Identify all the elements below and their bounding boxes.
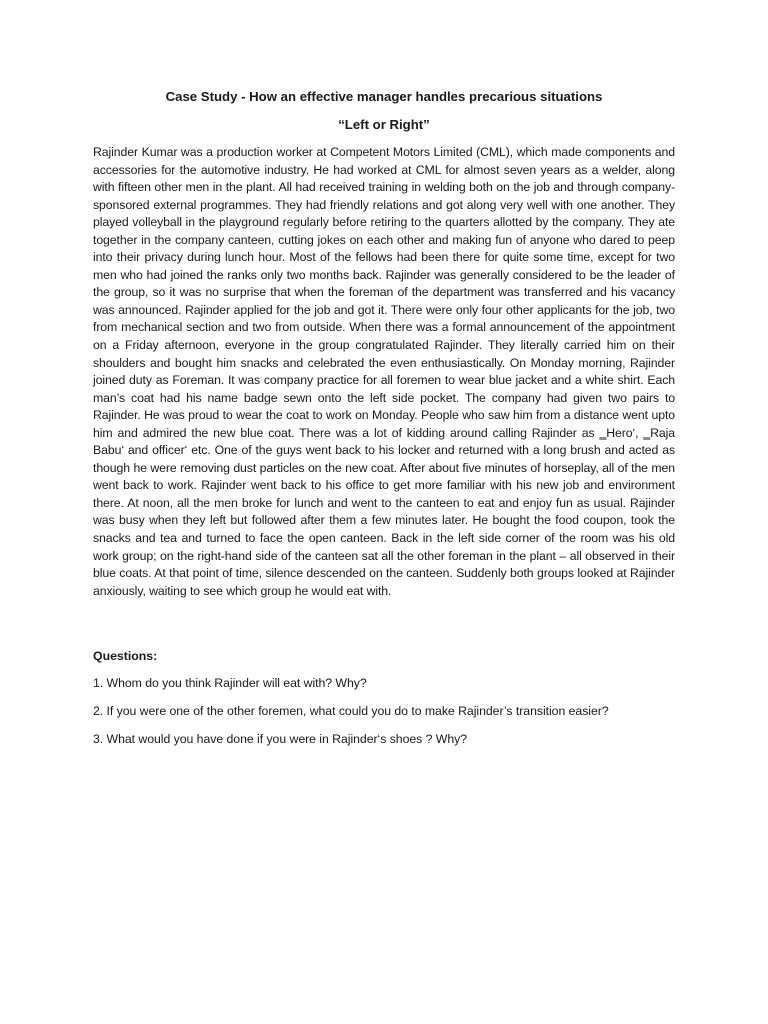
question-item: 3. What would you have done if you were in Rajinder‘s shoes ? Why? <box>93 732 468 746</box>
question-item: 2. If you were one of the other foremen, what could you do to make Rajinder’s transition easier? <box>93 704 609 718</box>
document-title: Case Study - How an effective manager handles precarious situations <box>165 89 603 104</box>
document-subtitle: “Left or Right” <box>338 117 430 132</box>
case-study-paragraph: Rajinder Kumar was a production worker at Competent Motors Limited (CML), which made components and accessories for the automotive industry. He had worked at CML for almost seven years as a welder, along with fifteen other men in the plant. All had received training in welding both on the job and through company-sponsored external programmes. They had friendly relations and got along very well with one another. They played volleyball in the playground regularly before retiring to the quarters allotted by the company. They ate together in the company canteen, cutting jokes on each other and making fun of anyone who dared to peep into their privacy during lunch hour. Most of the fellows had been there for quite some time, except for two men who had joined the ranks only two months back. Rajinder was generally considered to be the leader of the group, so it was no surprise that when the foreman of the department was transferred and his vacancy was announced. Rajinder applied for the job and got it. There were only four other applicants for the job, two from mechanical section and two from outside. When there was a formal announcement of the appointment on a Friday afternoon, everyone in the group congratulated Rajinder. They literally carried him on their shoulders and bought him snacks and celebrated the even enthusiastically. On Monday morning, Rajinder joined duty as Foreman. It was company practice for all foremen to wear blue jacket and a white shirt. Each man’s coat had his name badge sewn onto the left side pocket. The company had given two pairs to Rajinder. He was proud to wear the coat to work on Monday. People who saw him from a distance went upto him and admired the new blue coat. There was a lot of kidding around calling Rajinder as ‗Hero‘, ‗Raja Babu‘ and officer‘ etc. One of the guys went back to his locker and returned with a long brush and acted as though he were removing dust particles on the new coat. After about five minutes of horseplay, all of the men went back to work. Rajinder went back to his office to get more familiar with his new job and environment there. At noon, all the men broke for lunch and went to the canteen to eat and enjoy fun as usual. Rajinder was busy when they left but followed after them a few minutes later. He bought the food coupon, took the snacks and tea and turned to face the open canteen. Back in the left side corner of the room was his old work group; on the right-hand side of the canteen sat all the other foreman in the plant – all observed in their blue coats. At that point of time, silence descended on the canteen. Suddenly both groups looked at Rajinder anxiously, waiting to see which group he would eat with. <box>93 145 675 598</box>
questions-heading: Questions: <box>93 649 158 663</box>
question-item: 1. Whom do you think Rajinder will eat with? Why? <box>93 676 367 690</box>
